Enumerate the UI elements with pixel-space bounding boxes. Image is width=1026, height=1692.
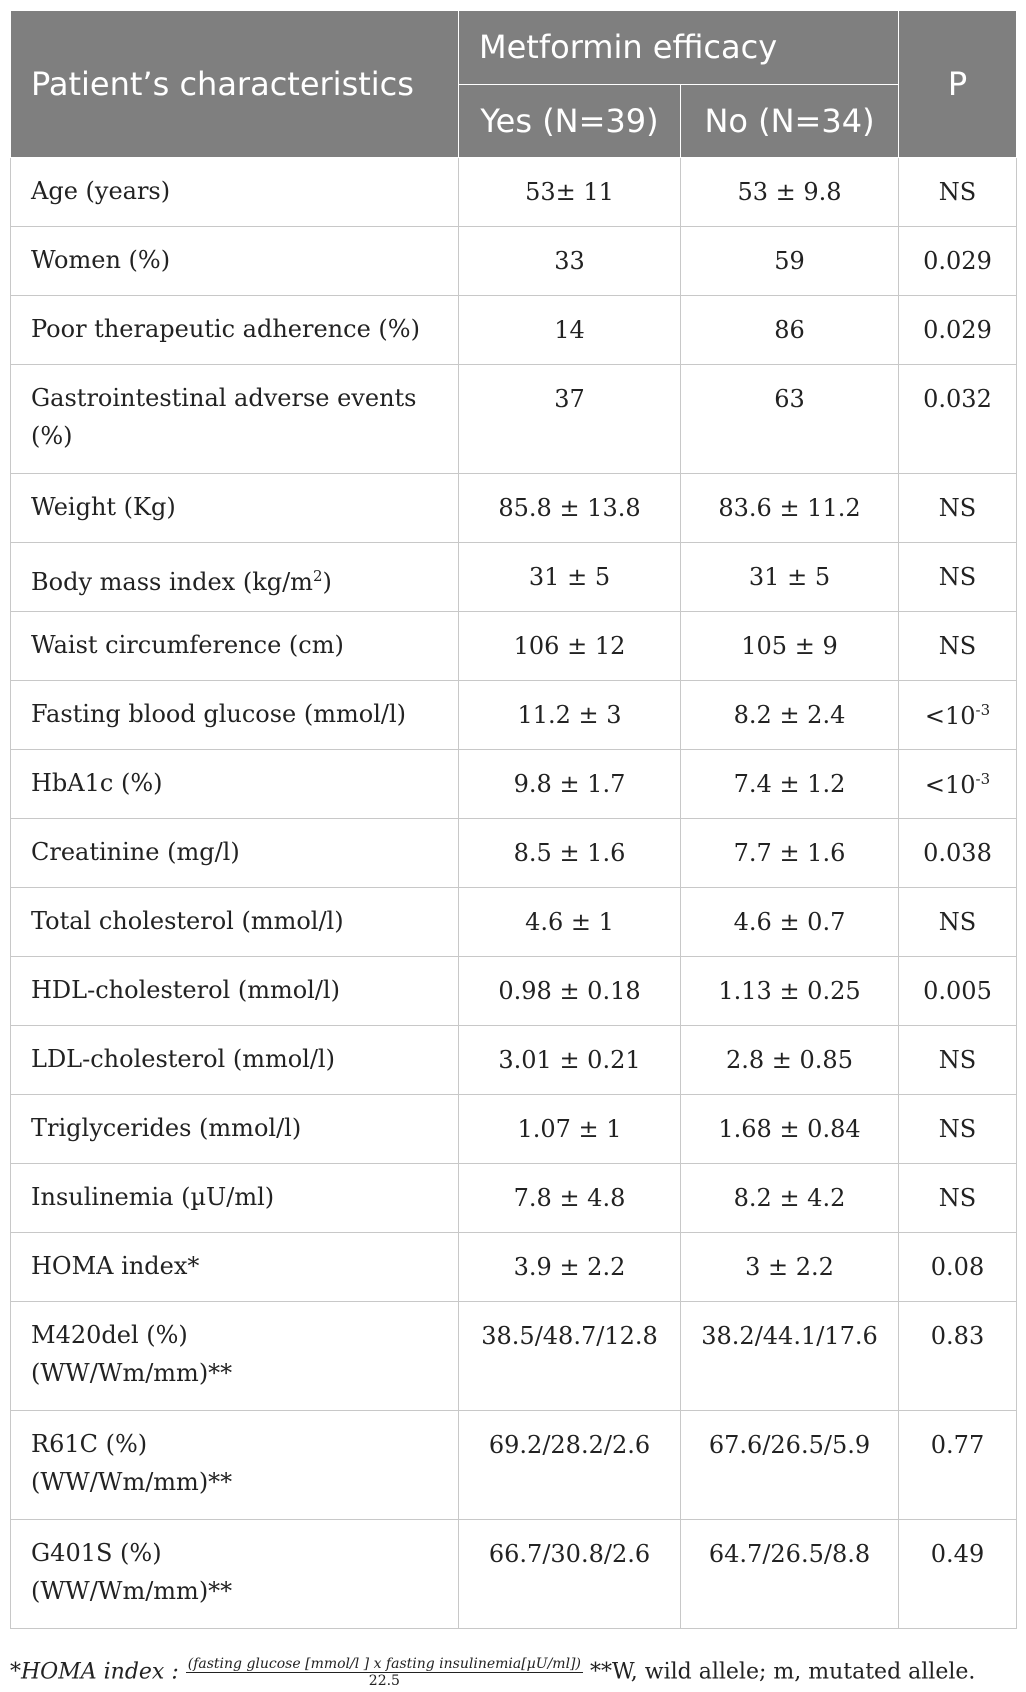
row-label: Waist circumference (cm) [11,612,459,681]
value-yes: 85.8 ± 13.8 [459,474,681,543]
table-footnote [10,1656,1016,1689]
value-no: 4.6 ± 0.7 [681,888,899,957]
p-value: 0.83 [899,1302,1017,1411]
p-value: NS [899,612,1017,681]
header-characteristics: Patient’s characteristics [11,11,459,158]
table-row [11,1164,1017,1233]
p-value: 0.029 [899,296,1017,365]
value-no: 53 ± 9.8 [681,158,899,227]
table-row [11,474,1017,543]
table-row [11,296,1017,365]
value-no: 83.6 ± 11.2 [681,474,899,543]
table-row [11,365,1017,474]
p-value: 0.029 [899,227,1017,296]
value-no: 64.7/26.5/8.8 [681,1520,899,1629]
homa-numerator: (fasting glucose [mmol/l ] x fasting insulinemia[µU/ml]) [187,1656,581,1672]
value-no: 59 [681,227,899,296]
p-value: 0.032 [899,365,1017,474]
table-row [11,819,1017,888]
table-row [11,543,1017,612]
table-row [11,1095,1017,1164]
homa-formula [186,1656,583,1689]
value-yes: 66.7/30.8/2.6 [459,1520,681,1629]
value-no: 31 ± 5 [681,543,899,612]
row-label: HDL-cholesterol (mmol/l) [11,957,459,1026]
row-label: Women (%) [11,227,459,296]
row-label: R61C (%) (WW/Wm/mm)** [11,1411,459,1520]
row-label: Body mass index $(kg/m^2)$ [11,543,459,612]
value-no: 1.13 ± 0.25 [681,957,899,1026]
value-yes: 8.5 ± 1.6 [459,819,681,888]
allele-note: **W, wild allele; m, mutated allele. [589,1659,976,1685]
value-yes: 106 ± 12 [459,612,681,681]
value-yes: 33 [459,227,681,296]
value-no: 86 [681,296,899,365]
value-no: 2.8 ± 0.85 [681,1026,899,1095]
value-no: 8.2 ± 4.2 [681,1164,899,1233]
row-label: Creatinine (mg/l) [11,819,459,888]
p-value: 0.005 [899,957,1017,1026]
value-yes: 69.2/28.2/2.6 [459,1411,681,1520]
row-label: HOMA index* [11,1233,459,1302]
table-body [11,158,1017,1629]
table-row [11,612,1017,681]
value-no: 3 ± 2.2 [681,1233,899,1302]
row-label: Age (years) [11,158,459,227]
row-label: Fasting blood glucose (mmol/l) [11,681,459,750]
characteristics-table [10,10,1017,1629]
value-yes: 37 [459,365,681,474]
row-label: Gastrointestinal adverse events (%) [11,365,459,474]
value-yes: 7.8 ± 4.8 [459,1164,681,1233]
header-p: P [899,11,1017,158]
table-row [11,158,1017,227]
value-no: 1.68 ± 0.84 [681,1095,899,1164]
value-no: 8.2 ± 2.4 [681,681,899,750]
p-value: 0.038 [899,819,1017,888]
table-row [11,1233,1017,1302]
p-value: NS [899,158,1017,227]
value-no: 38.2/44.1/17.6 [681,1302,899,1411]
value-yes: 11.2 ± 3 [459,681,681,750]
value-yes: 4.6 ± 1 [459,888,681,957]
p-value: NS [899,1026,1017,1095]
value-yes: 38.5/48.7/12.8 [459,1302,681,1411]
row-label: Total cholesterol (mmol/l) [11,888,459,957]
value-yes: 3.01 ± 0.21 [459,1026,681,1095]
row-label: Poor therapeutic adherence (%) [11,296,459,365]
value-yes: 53± 11 [459,158,681,227]
value-yes: 9.8 ± 1.7 [459,750,681,819]
table-row [11,1026,1017,1095]
value-yes: 3.9 ± 2.2 [459,1233,681,1302]
table-row [11,1302,1017,1411]
row-label: Triglycerides (mmol/l) [11,1095,459,1164]
table-row [11,1520,1017,1629]
header-no: No (N=34) [681,84,899,158]
p-value: 0.77 [899,1411,1017,1520]
table-row [11,750,1017,819]
row-label: Weight (Kg) [11,474,459,543]
p-value: NS [899,1164,1017,1233]
row-label: Insulinemia (µU/ml) [11,1164,459,1233]
table-row [11,957,1017,1026]
p-value: $<10^{-3}$ [899,750,1017,819]
value-no: 7.4 ± 1.2 [681,750,899,819]
table-row [11,227,1017,296]
p-value: NS [899,543,1017,612]
row-label: LDL-cholesterol (mmol/l) [11,1026,459,1095]
value-yes: 31 ± 5 [459,543,681,612]
value-yes: 0.98 ± 0.18 [459,957,681,1026]
value-no: 7.7 ± 1.6 [681,819,899,888]
p-value: NS [899,888,1017,957]
header-metformin-efficacy: Metformin efficacy [459,11,899,85]
table-row [11,1411,1017,1520]
value-yes: 1.07 ± 1 [459,1095,681,1164]
homa-denominator: 22.5 [368,1673,400,1689]
header-yes: Yes (N=39) [459,84,681,158]
value-yes: 14 [459,296,681,365]
homa-formula-label: *HOMA index : [10,1659,179,1685]
p-value: NS [899,474,1017,543]
table-row [11,888,1017,957]
p-value: $<10^{-3}$ [899,681,1017,750]
p-value: 0.49 [899,1520,1017,1629]
value-no: 67.6/26.5/5.9 [681,1411,899,1520]
table-container [10,10,1016,1629]
row-label: G401S (%) (WW/Wm/mm)** [11,1520,459,1629]
p-value: NS [899,1095,1017,1164]
value-no: 63 [681,365,899,474]
value-no: 105 ± 9 [681,612,899,681]
p-value: 0.08 [899,1233,1017,1302]
row-label: M420del (%) (WW/Wm/mm)** [11,1302,459,1411]
row-label: HbA1c (%) [11,750,459,819]
table-row [11,681,1017,750]
